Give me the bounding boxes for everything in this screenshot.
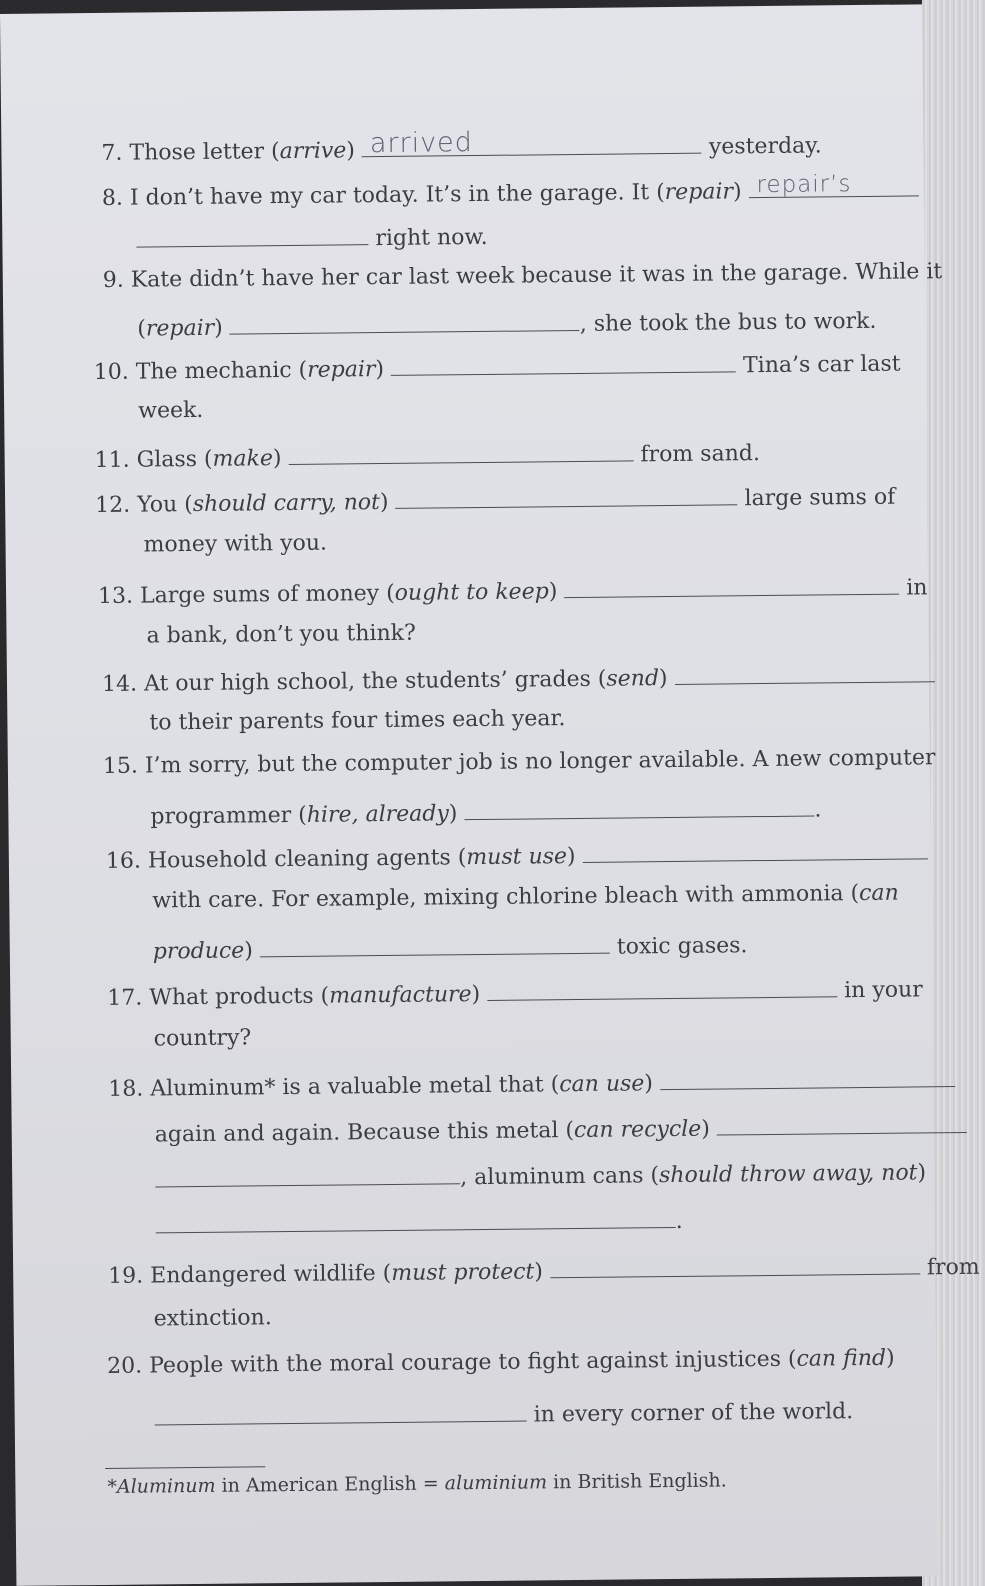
exercise-13-line2: a bank, don’t you think? <box>146 620 416 649</box>
answer-blank-18a[interactable] <box>660 1062 955 1090</box>
answer-blank-17[interactable] <box>487 972 837 1001</box>
answer-blank-13[interactable] <box>564 570 899 599</box>
exercise-12: 12. You (should carry, not) large sums of <box>95 479 895 520</box>
answer-blank-18c[interactable] <box>155 1159 460 1187</box>
answer-blank-19[interactable] <box>550 1249 920 1278</box>
worksheet-page <box>0 4 980 1586</box>
answer-blank-7[interactable] <box>362 129 702 158</box>
exercise-20-line2: in every corner of the world. <box>155 1393 854 1433</box>
handwritten-answer-7: arrived <box>369 127 474 160</box>
exercise-8: 8. I don’t have my car today. It’s in the garage. It (repair) repair’s <box>102 171 919 213</box>
exercise-11: 11. Glass (make) from sand. <box>94 435 760 475</box>
exercise-14-line2: to their parents four times each year. <box>149 706 566 736</box>
exercise-15-line2: programmer (hire, already) . <box>150 791 821 831</box>
answer-blank-18d[interactable] <box>156 1203 676 1233</box>
exercise-8-line2: right now. <box>136 219 488 256</box>
footnote: *Aluminum in American English = aluminium in British English. <box>107 1469 727 1498</box>
exercise-12-line2: money with you. <box>143 530 328 558</box>
footnote-rule <box>105 1466 265 1469</box>
exercise-9-line2: (repair) , she took the bus to work. <box>137 303 876 344</box>
exercise-10-line2: week. <box>138 397 204 424</box>
exercise-17-line2: country? <box>153 1025 252 1052</box>
exercise-19-line2: extinction. <box>153 1305 272 1332</box>
exercise-16-line2: with care. For example, mixing chlorine bleach with ammonia (can <box>152 880 899 914</box>
answer-blank-8b[interactable] <box>136 220 368 247</box>
exercise-16-line3: produce) toxic gases. <box>153 927 748 966</box>
answer-blank-18b[interactable] <box>717 1108 967 1136</box>
exercise-15: 15. I’m sorry, but the computer job is no longer available. A new computer <box>102 745 936 779</box>
answer-blank-16b[interactable] <box>260 929 610 958</box>
exercise-16: 16. Household cleaning agents (must use) <box>106 834 928 876</box>
answer-blank-16[interactable] <box>582 834 927 863</box>
exercise-18-line2: again and again. Because this metal (can recycle) <box>155 1108 967 1150</box>
answer-blank-12[interactable] <box>395 480 737 509</box>
exercise-20: 20. People with the moral courage to fight against injustices (can find) <box>107 1345 895 1379</box>
exercise-18-line3: , aluminum cans (should throw away, not) <box>155 1154 926 1195</box>
exercise-13: 13. Large sums of money (ought to keep) in <box>98 569 928 611</box>
answer-blank-14[interactable] <box>674 657 934 685</box>
answer-blank-8[interactable] <box>748 171 918 198</box>
exercise-9: 9. Kate didn’t have her car last week because it was in the garage. While it <box>102 259 943 293</box>
answer-blank-20[interactable] <box>155 1397 527 1426</box>
exercise-14: 14. At our high school, the students’ grades (send) <box>102 657 935 699</box>
answer-blank-15[interactable] <box>464 792 814 821</box>
answer-blank-10[interactable] <box>391 347 736 376</box>
exercise-17: 17. What products (manufacture) in your <box>107 971 923 1013</box>
handwritten-answer-8: repair’s <box>756 171 852 199</box>
exercise-10: 10. The mechanic (repair) Tina’s car last <box>94 346 901 387</box>
exercise-19: 19. Endangered wildlife (must protect) from <box>108 1249 980 1291</box>
answer-blank-9[interactable] <box>230 306 580 335</box>
exercise-18-line4: . <box>156 1203 683 1242</box>
answer-blank-11[interactable] <box>288 436 633 465</box>
exercise-18: 18. Aluminum* is a valuable metal that (can use) <box>108 1062 955 1104</box>
exercise-7: 7. Those letter (arrive) arrived yesterday. <box>101 127 822 166</box>
